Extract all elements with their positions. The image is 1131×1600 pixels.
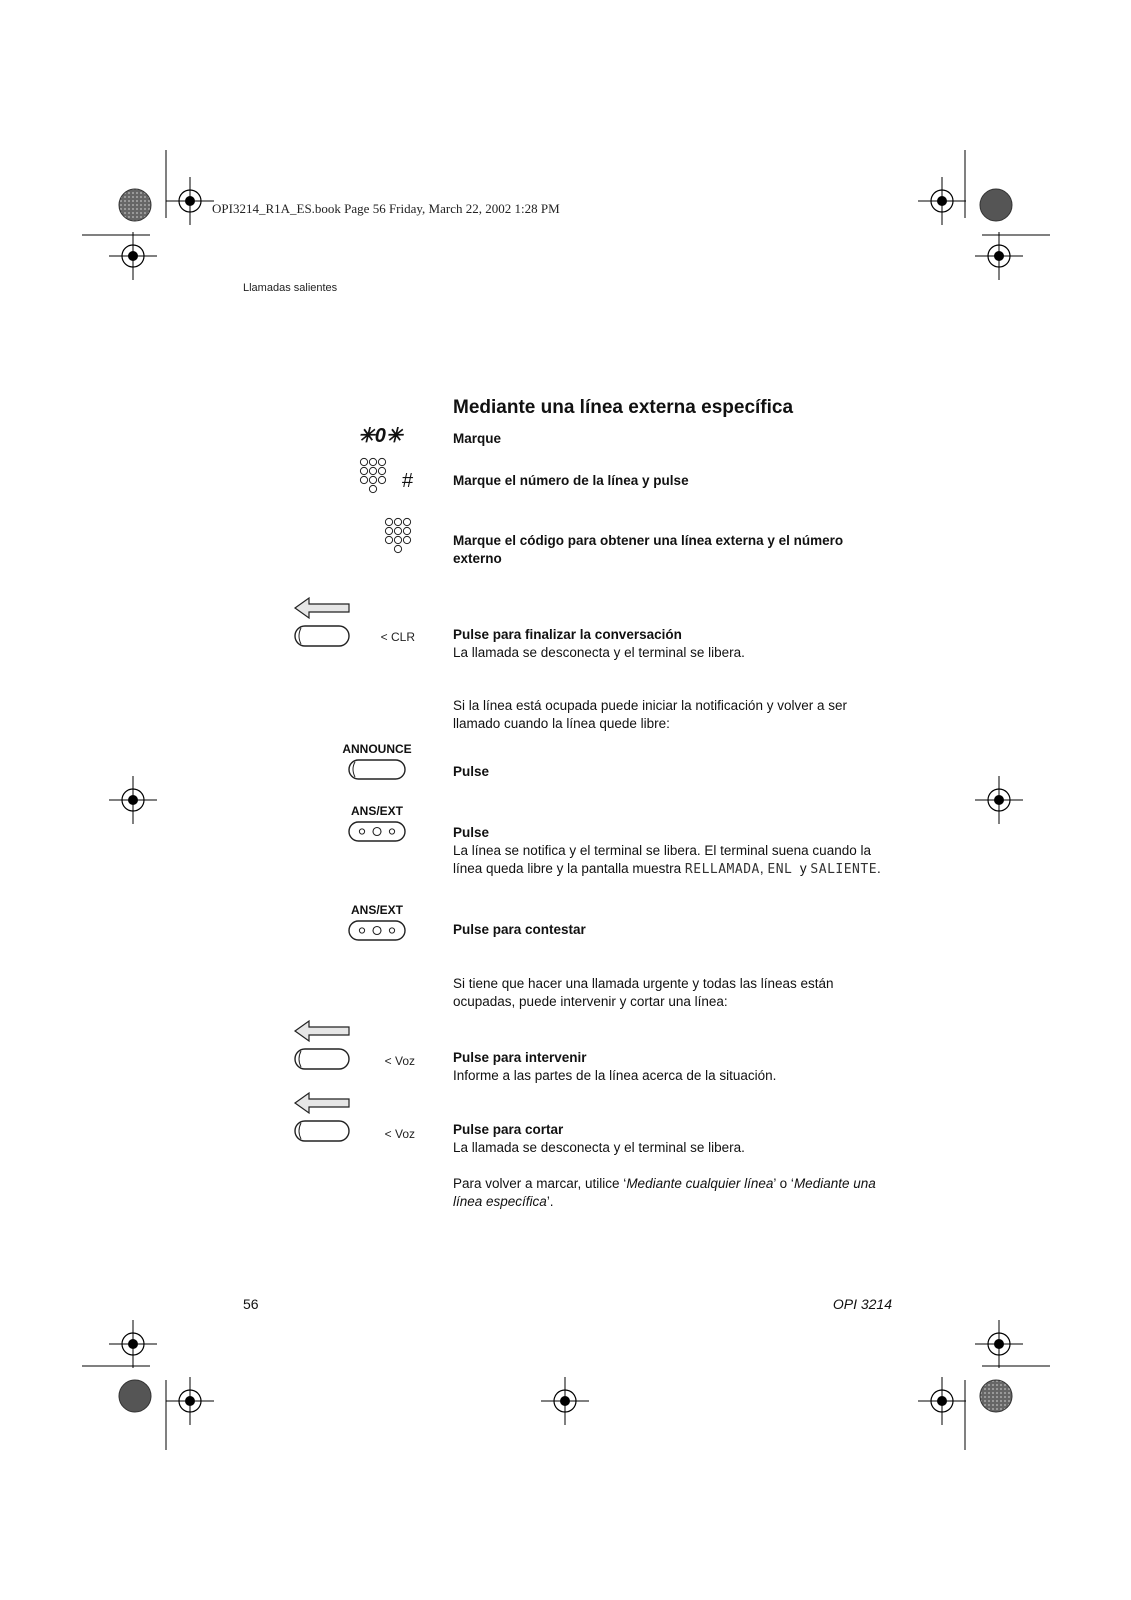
step-answer: Pulse para contestar [453, 922, 586, 937]
step-cut-desc: La llamada se desconecta y el terminal se libera. [453, 1140, 745, 1155]
busy-line-intro: Si la línea está ocupada puede iniciar la notificación y volver a ser llamado cuando la línea quede libre: [453, 698, 847, 731]
ans-ext-key-icon [348, 920, 408, 942]
book-header: OPI3214_R1A_ES.book Page 56 Friday, March 22, 2002 1:28 PM [212, 201, 560, 216]
step-intrude-desc: Informe a las partes de la línea acerca de la situación. [453, 1068, 777, 1083]
product-model: OPI 3214 [832, 1296, 892, 1312]
step-line-number: Marque el número de la línea y pulse [453, 473, 689, 488]
keypad-icon [358, 457, 392, 497]
announce-key-label: ANNOUNCE [342, 742, 412, 756]
softkey-label-clr: < CLR [380, 630, 415, 644]
keypad-icon [383, 517, 417, 557]
color-target-bottom-left [119, 1380, 151, 1412]
step-cut: Pulse para cortar [453, 1122, 564, 1137]
ans-ext-key-icon [348, 821, 408, 843]
step-external-code: Marque el código para obtener una línea externa y el número externo [453, 533, 844, 566]
page-heading: Mediante una línea externa específica [453, 397, 794, 418]
page-number: 56 [243, 1296, 259, 1312]
link-specific-line: Mediante una línea específica [453, 1176, 876, 1209]
step-notify-desc: La línea se notifica y el terminal se libera. El terminal suena cuando la línea queda libre y la pantalla muestra RELLAMADA, ENL y SALIENTE. [453, 843, 881, 877]
link-any-line: Mediante cualquier línea [626, 1176, 774, 1191]
softkey-label-voz: < Voz [384, 1054, 415, 1068]
color-target-top-right [980, 189, 1012, 221]
urgent-call-intro: Si tiene que hacer una llamada urgente y todas las líneas están ocupadas, puede intervenir y cortar una línea: [453, 976, 834, 1009]
redial-note: Para volver a marcar, utilice ‘Mediante cualquier línea’ o ‘Mediante una línea específica’. [453, 1176, 876, 1209]
step-dial: Marque [453, 431, 502, 446]
ans-ext-key-label: ANS/EXT [350, 804, 403, 818]
step-announce: Pulse [453, 764, 490, 779]
display-text-enl: ENL [767, 862, 793, 877]
softkey-label-voz: < Voz [384, 1127, 415, 1141]
color-target-top-left [119, 189, 151, 221]
display-text-saliente: SALIENTE [810, 862, 878, 877]
step-end-call-desc: La llamada se desconecta y el terminal se libera. [453, 645, 745, 660]
step-end-call: Pulse para finalizar la conversación [453, 627, 682, 642]
step-intrude: Pulse para intervenir [453, 1050, 587, 1065]
step-notify: Pulse [453, 825, 490, 840]
hash-key-icon: # [402, 470, 414, 492]
display-text-rellamada: RELLAMADA [684, 862, 760, 877]
section-header: Llamadas salientes [243, 282, 338, 294]
announce-key-icon [348, 759, 408, 781]
color-target-bottom-right [980, 1380, 1012, 1412]
ans-ext-key-label: ANS/EXT [350, 903, 403, 917]
dial-code: ✳0✳ [358, 425, 403, 447]
